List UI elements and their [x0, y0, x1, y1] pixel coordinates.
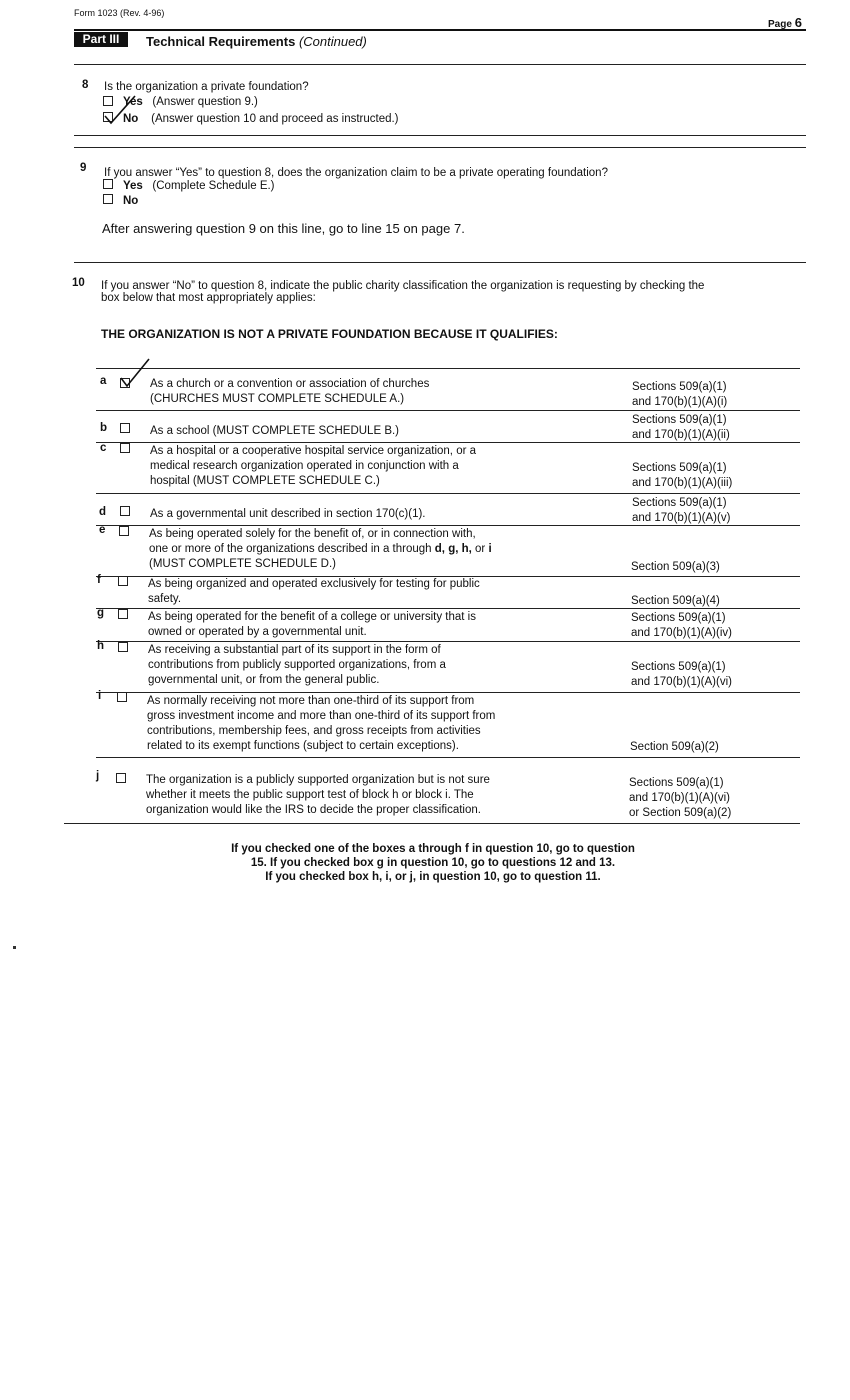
- option-a-section-1: Sections 509(a)(1): [632, 381, 727, 393]
- q8-yes-note: (Answer question 9.): [152, 96, 258, 108]
- option-g-letter: g: [97, 607, 105, 619]
- option-b-letter: b: [100, 422, 108, 434]
- section-title: [146, 34, 367, 49]
- option-b-line-1: As a school (MUST COMPLETE SCHEDULE B.): [150, 425, 400, 437]
- option-i-letter: i: [98, 690, 102, 702]
- q10-table-bottom-rule: [64, 823, 800, 824]
- page-label: Page: [768, 19, 792, 30]
- option-g-checkbox[interactable]: [118, 609, 128, 619]
- option-a-checkmark: [118, 356, 152, 390]
- option-e-line-3: (MUST COMPLETE SCHEDULE D.): [149, 558, 337, 570]
- option-c-line-2: medical research organization operated in conjunction with a: [150, 460, 459, 472]
- header-bottom-rule: [74, 64, 806, 65]
- option-g-rule: [96, 641, 800, 642]
- option-e-checkbox[interactable]: [119, 526, 129, 536]
- option-i-description: [147, 694, 495, 754]
- option-e-line-2: [149, 542, 492, 557]
- option-i-checkbox[interactable]: [117, 692, 127, 702]
- option-h-checkbox[interactable]: [118, 642, 128, 652]
- q9-yes-checkbox[interactable]: [103, 179, 113, 189]
- q10-heading: THE ORGANIZATION IS NOT A PRIVATE FOUNDATION BECAUSE IT QUALIFIES:: [101, 327, 558, 341]
- option-d-rule: [96, 525, 800, 526]
- option-d-description: [150, 507, 426, 522]
- q10-question-line1: If you answer “No” to question 8, indicate the public charity classification the organization is requesting by checking the: [101, 280, 705, 292]
- option-b-section-2: and 170(b)(1)(A)(ii): [632, 429, 730, 441]
- section-title-main: Technical Requirements: [146, 34, 296, 49]
- option-c-checkbox[interactable]: [120, 443, 130, 453]
- option-j-section-2: and 170(b)(1)(A)(vi): [629, 792, 730, 804]
- option-c-line-1: As a hospital or a cooperative hospital service organization, or a: [150, 445, 477, 457]
- q9-yes-option: [123, 179, 275, 194]
- option-f-description: [148, 577, 480, 607]
- q9-rule: [74, 262, 806, 263]
- option-f-line-1: As being organized and operated exclusively for testing for public: [148, 578, 480, 590]
- option-b-description: [150, 424, 399, 439]
- option-d-checkbox[interactable]: [120, 506, 130, 516]
- q9-number: 9: [80, 162, 87, 174]
- page-number-value: 6: [794, 15, 802, 30]
- option-d-section-1: Sections 509(a)(1): [632, 497, 727, 509]
- option-b-section: [632, 413, 730, 443]
- q9-yes-label: Yes: [123, 180, 143, 192]
- option-h-line-3: governmental unit, or from the general public.: [148, 674, 380, 686]
- option-h-line-2: contributions from publicly supported organizations, from a: [148, 659, 446, 671]
- option-j-line-3: organization would like the IRS to decide the proper classification.: [146, 804, 481, 816]
- option-a-line-2: (CHURCHES MUST COMPLETE SCHEDULE A.): [150, 393, 405, 405]
- option-j-section: [629, 776, 731, 821]
- option-c-letter: c: [100, 442, 107, 454]
- option-h-rule: [96, 692, 800, 693]
- part-badge: Part III: [74, 32, 128, 47]
- option-f-section-1: Section 509(a)(4): [631, 595, 720, 607]
- option-a-section: [632, 380, 727, 410]
- option-j-letter: j: [96, 770, 100, 782]
- option-j-section-1: Sections 509(a)(1): [629, 777, 724, 789]
- option-h-section-1: Sections 509(a)(1): [631, 661, 726, 673]
- q8-yes-label: Yes: [123, 96, 143, 108]
- q8-no-note: (Answer question 10 and proceed as instructed.): [151, 113, 399, 125]
- q10-number: 10: [72, 277, 85, 289]
- q9-question: If you answer “Yes” to question 8, does the organization claim to be a private operating foundation?: [104, 167, 608, 179]
- q9-after-note: After answering question 9 on this line, go to line 15 on page 7.: [102, 221, 465, 236]
- option-b-checkbox[interactable]: [120, 423, 130, 433]
- option-g-section: [631, 611, 732, 641]
- option-g-section-2: and 170(b)(1)(A)(iv): [631, 627, 732, 639]
- page-number: [768, 15, 802, 30]
- footer-line-2: 15. If you checked box g in question 10, go to questions 12 and 13.: [250, 857, 616, 869]
- footer-line-3: If you checked box h, i, or j, in question 10, go to question 11.: [265, 871, 601, 883]
- form-id: Form 1023 (Rev. 4-96): [74, 8, 165, 18]
- option-h-line-1: As receiving a substantial part of its support in the form of: [148, 644, 441, 656]
- option-i-rule: [96, 757, 800, 758]
- option-j-description: [146, 773, 490, 818]
- option-a-description: [150, 377, 429, 407]
- option-h-section-2: and 170(b)(1)(A)(vi): [631, 676, 732, 688]
- q8-rule-2: [74, 147, 806, 148]
- option-a-line-1: As a church or a convention or association of churches: [150, 378, 430, 390]
- q10-table-top-rule: [96, 368, 800, 369]
- option-c-section-1: Sections 509(a)(1): [632, 462, 727, 474]
- option-g-description: [148, 610, 476, 640]
- option-i-line-3: contributions, membership fees, and gross receipts from activities: [147, 725, 481, 737]
- option-c-line-3: hospital (MUST COMPLETE SCHEDULE C.): [150, 475, 380, 487]
- option-c-rule: [96, 493, 800, 494]
- q8-no-option: [123, 112, 399, 127]
- option-f-letter: f: [97, 574, 101, 586]
- option-d-section-2: and 170(b)(1)(A)(v): [632, 512, 731, 524]
- option-e-line-1: As being operated solely for the benefit of, or in connection with,: [149, 528, 476, 540]
- option-f-rule: [96, 608, 800, 609]
- q8-number: 8: [82, 79, 89, 91]
- option-e-line-2-or: or: [471, 543, 489, 555]
- footer-line-1: If you checked one of the boxes a through f in question 10, go to question: [231, 843, 635, 855]
- option-e-line-2-last: i: [488, 543, 492, 555]
- option-e-line-2-bold: d, g, h,: [434, 543, 472, 555]
- option-b-rule: [96, 442, 800, 443]
- option-h-description: [148, 643, 446, 688]
- option-i-line-2: gross investment income and more than one-third of its support from: [147, 710, 496, 722]
- option-j-line-2: whether it meets the public support test of block h or block i. The: [146, 789, 474, 801]
- option-i-section-1: Section 509(a)(2): [630, 741, 719, 753]
- option-e-description: [149, 527, 492, 572]
- scan-speck: [13, 946, 16, 949]
- section-title-suffix: (Continued): [298, 34, 367, 49]
- option-h-section: [631, 660, 732, 690]
- q9-no-label: No: [123, 195, 139, 207]
- option-e-section-1: Section 509(a)(3): [631, 561, 720, 573]
- option-j-section-3: or Section 509(a)(2): [629, 807, 732, 819]
- q8-question: Is the organization a private foundation?: [104, 81, 309, 93]
- option-d-section: [632, 496, 730, 526]
- footer-instructions: [0, 842, 850, 884]
- option-e-letter: e: [99, 524, 106, 536]
- q8-rule: [74, 135, 806, 136]
- option-g-line-2: owned or operated by a governmental unit.: [148, 626, 367, 638]
- option-h-letter: h: [97, 640, 105, 652]
- option-f-checkbox[interactable]: [118, 576, 128, 586]
- option-i-line-4: related to its exempt functions (subject to certain exceptions).: [147, 740, 459, 752]
- option-f-line-2: safety.: [148, 593, 182, 605]
- option-e-line-2-text: one or more of the organizations described in a through: [149, 543, 432, 555]
- option-g-line-1: As being operated for the benefit of a college or university that is: [148, 611, 476, 623]
- q10-question-line2: box below that most appropriately applies:: [101, 292, 316, 304]
- option-c-description: [150, 444, 476, 489]
- option-e-section: [631, 560, 720, 575]
- option-b-section-1: Sections 509(a)(1): [632, 414, 727, 426]
- option-c-section: [632, 461, 732, 491]
- option-c-section-2: and 170(b)(1)(A)(iii): [632, 477, 733, 489]
- option-a-section-2: and 170(b)(1)(A)(i): [632, 396, 728, 408]
- option-i-section: [630, 740, 719, 755]
- option-a-letter: a: [100, 375, 107, 387]
- option-g-section-1: Sections 509(a)(1): [631, 612, 726, 624]
- option-d-letter: d: [99, 506, 107, 518]
- q9-no-checkbox[interactable]: [103, 194, 113, 204]
- option-a-rule: [96, 410, 800, 411]
- q9-yes-note: (Complete Schedule E.): [152, 180, 275, 192]
- option-d-line-1: As a governmental unit described in section 170(c)(1).: [150, 508, 426, 520]
- header-rule: [74, 29, 806, 31]
- option-j-checkbox[interactable]: [116, 773, 126, 783]
- q8-no-label: No: [123, 113, 139, 125]
- option-j-line-1: The organization is a publicly supported organization but is not sure: [146, 774, 490, 786]
- option-i-line-1: As normally receiving not more than one-third of its support from: [147, 695, 475, 707]
- option-f-section: [631, 594, 720, 609]
- q8-yes-option: [123, 95, 258, 110]
